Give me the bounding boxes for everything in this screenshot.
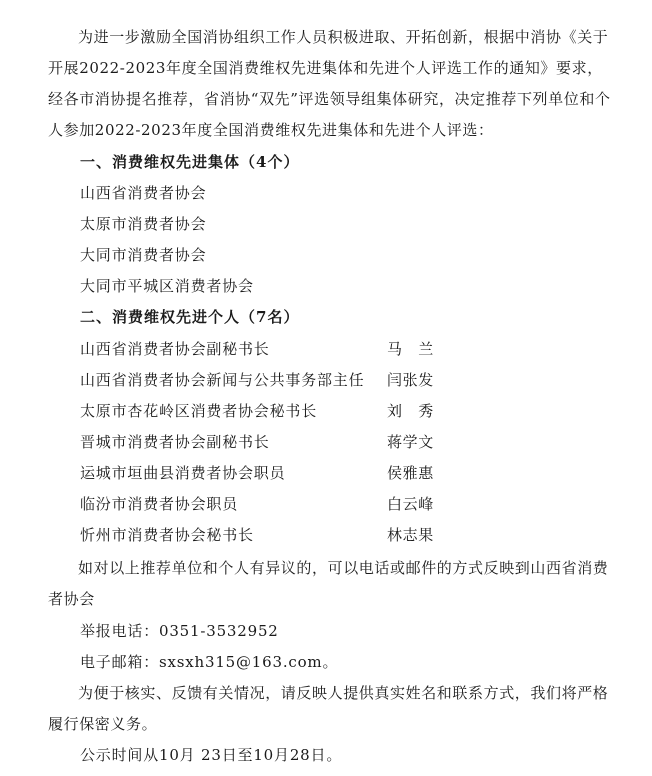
phone-line: 举报电话：0351-3532952 xyxy=(80,622,279,640)
person-row xyxy=(80,427,620,458)
person-title: 山西省消费者协会新闻与公共事务部主任 xyxy=(80,371,365,389)
person-name: 蒋学文 xyxy=(387,433,434,451)
unit-item: 大同市平城区消费者协会 xyxy=(80,277,254,295)
unit-item: 山西省消费者协会 xyxy=(80,184,207,202)
person-title: 临汾市消费者协会职员 xyxy=(80,495,239,513)
person-title: 太原市杏花岭区消费者协会秘书长 xyxy=(80,402,318,420)
privacy-paragraph: 为便于核实、反馈有关情况，请反映人提供真实姓名和联系方式，我们将严格履行保密义务。 xyxy=(48,684,609,733)
person-name: 林志果 xyxy=(387,526,434,544)
person-row xyxy=(80,520,620,551)
person-title: 忻州市消费者协会秘书长 xyxy=(80,526,254,544)
person-row xyxy=(80,365,620,396)
unit-item: 太原市消费者协会 xyxy=(80,215,207,233)
person-row xyxy=(80,334,620,365)
person-title: 运城市垣曲县消费者协会职员 xyxy=(80,464,286,482)
section-2-heading: 二、消费维权先进个人（7名） xyxy=(80,308,300,326)
person-title: 晋城市消费者协会副秘书长 xyxy=(80,433,270,451)
unit-item: 大同市消费者协会 xyxy=(80,246,207,264)
person-name: 刘 秀 xyxy=(387,402,434,420)
person-row xyxy=(80,489,620,520)
person-row xyxy=(80,396,620,427)
person-title: 山西省消费者协会副秘书长 xyxy=(80,340,270,358)
intro-paragraph: 为进一步激励全国消协组织工作人员积极进取、开拓创新，根据中消协《关于开展2022-2023年度全国消费维权先进集体和先进个人评选工作的通知》要求，经各市消协提名推荐，省消协“双先”评选领导组集体研究，决定推荐下列单位和个人参加2022-2023年度全国消费维权先进集体和先进个人评选： xyxy=(48,28,611,139)
person-name: 侯雅惠 xyxy=(387,464,434,482)
email-line[interactable]: 电子邮箱：sxsxh315@163.com。 xyxy=(80,653,339,671)
objection-paragraph: 如对以上推荐单位和个人有异议的，可以电话或邮件的方式反映到山西省消费者协会 xyxy=(48,559,609,608)
section-1-heading: 一、消费维权先进集体（4个） xyxy=(80,153,300,171)
person-name: 白云峰 xyxy=(387,495,434,513)
person-name: 闫张发 xyxy=(387,371,434,389)
person-name: 马 兰 xyxy=(387,340,434,358)
period-line: 公示时间从10月 23日至10月28日。 xyxy=(80,746,343,764)
person-row xyxy=(80,458,620,489)
